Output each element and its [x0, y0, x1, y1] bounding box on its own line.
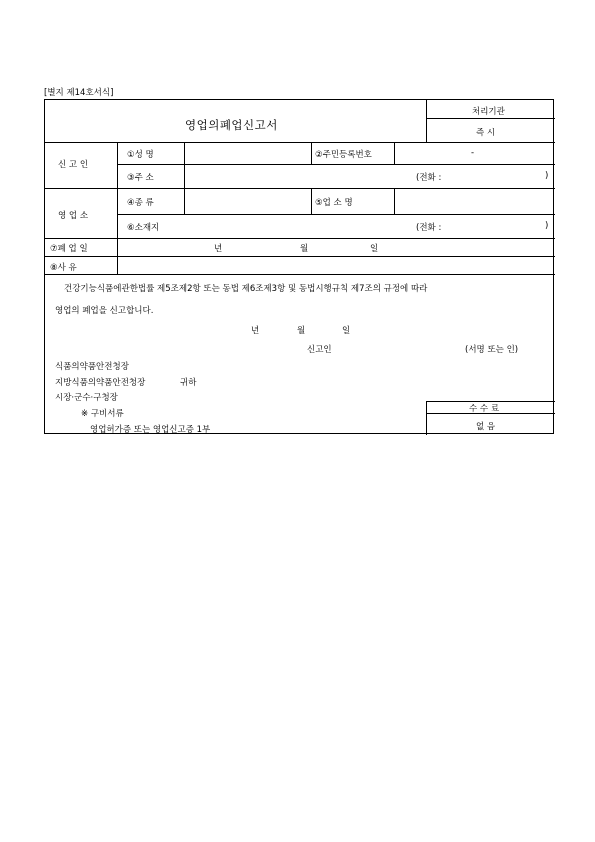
signature-note[interactable]: (서명 또는 인) [465, 345, 519, 355]
name-label: ①성 명 [127, 150, 154, 160]
business-phone-label: (전화 : [416, 223, 442, 233]
closure-day: 일 [370, 244, 379, 254]
business-name-field[interactable] [395, 189, 555, 213]
reporter-phone-label: (전화 : [416, 173, 442, 183]
business-name-label: ⑤업 소 명 [315, 198, 353, 208]
statement-line-2: 영업의 폐업을 신고합니다. [55, 306, 154, 316]
business-section-label: 영 업 소 [58, 211, 89, 221]
reason-label: ⑧사 유 [50, 263, 77, 273]
processing-period-value: 즉 시 [476, 128, 496, 138]
name-field[interactable] [185, 143, 311, 164]
closure-report-form [44, 99, 554, 434]
reporter-phone-close: ) [545, 171, 549, 181]
location-field[interactable] [185, 215, 555, 237]
closure-date-label: ⑦폐 업 일 [50, 244, 88, 254]
closure-date-field[interactable] [118, 239, 555, 255]
recipient-local: 시장·군수·구청장 [55, 393, 118, 403]
processing-agency-label: 처리기관 [472, 107, 505, 117]
business-type-field[interactable] [185, 189, 311, 213]
recipient-regional: 지방식품의약품안전청장 [55, 378, 146, 388]
location-label: ⑥소재지 [127, 223, 160, 233]
statement-line-1: 건강기능식품에관한법률 제5조제2항 또는 동법 제6조제3항 및 동법시행규칙 제7조의 규정에 따라 [64, 284, 428, 294]
statement-day: 일 [342, 326, 351, 336]
reporter-section-label: 신 고 인 [58, 160, 89, 170]
address-field[interactable] [185, 165, 555, 187]
fee-label: 수 수 료 [469, 404, 500, 414]
recipient-kfda: 식품의약품안전청장 [55, 362, 129, 372]
business-phone-close: ) [545, 221, 549, 231]
rrn-label: ②주민등록번호 [315, 150, 372, 160]
business-type-label: ④종 류 [127, 198, 154, 208]
documents-heading: ※ 구비서류 [81, 409, 124, 419]
statement-month: 월 [297, 326, 306, 336]
statement-year: 년 [251, 326, 260, 336]
documents-item: 영업허가증 또는 영업신고증 1부 [90, 425, 211, 435]
rrn-field[interactable]: - [471, 148, 475, 158]
reason-field[interactable] [118, 257, 555, 273]
closure-month: 월 [300, 244, 309, 254]
recipient-honorific: 귀하 [180, 378, 197, 388]
reporter-sign-label: 신고인 [307, 345, 332, 355]
form-number: [별지 제14호서식] [44, 88, 114, 98]
address-label: ③주 소 [127, 173, 154, 183]
form-title: 영업의폐업신고서 [185, 118, 278, 132]
closure-year: 년 [214, 244, 223, 254]
fee-value: 없 음 [476, 422, 496, 432]
